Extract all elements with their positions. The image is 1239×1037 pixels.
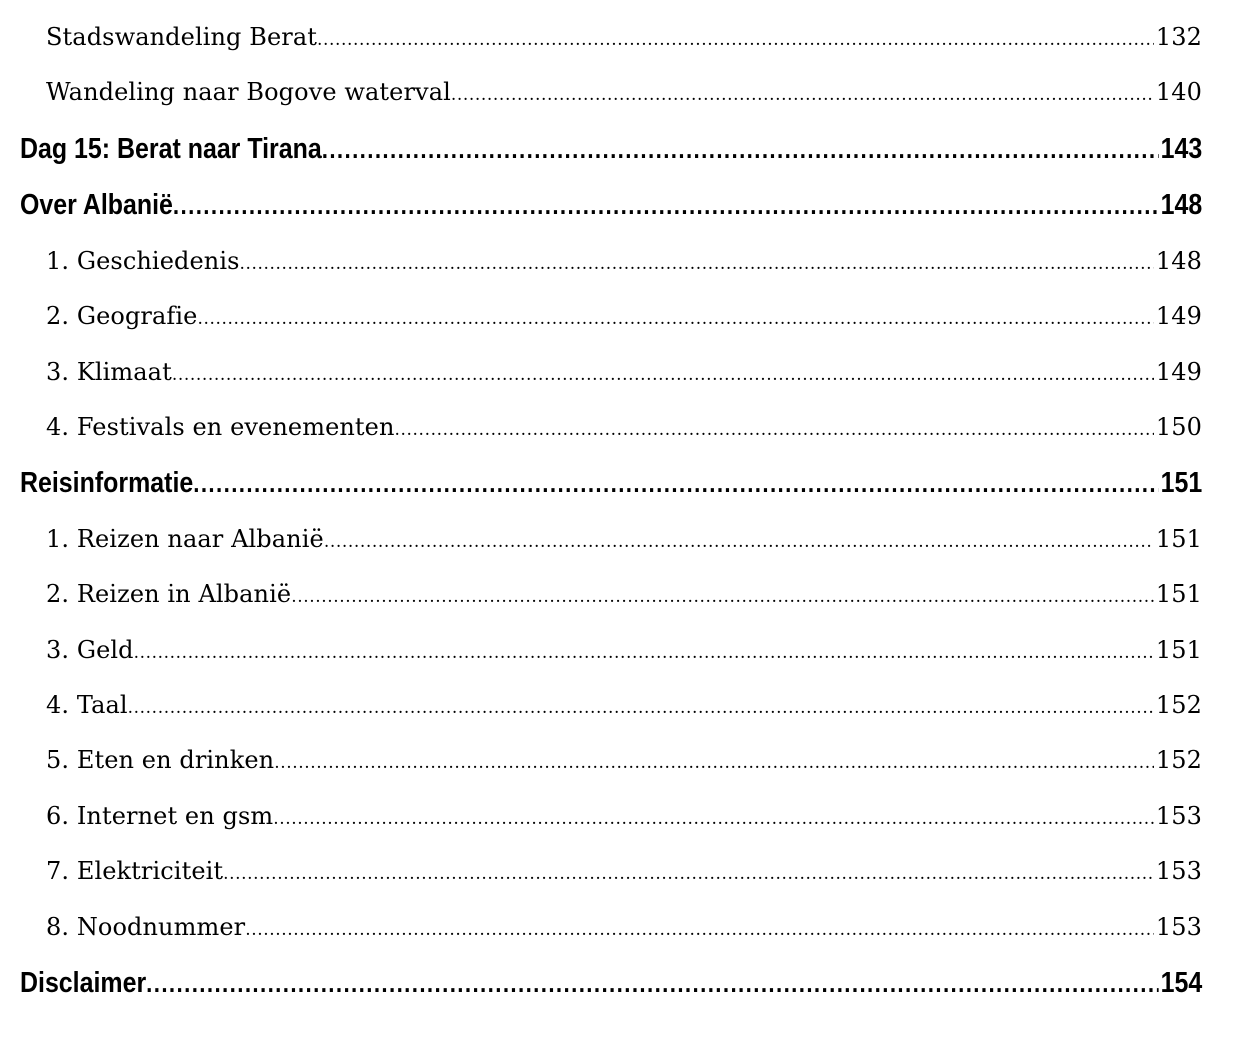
toc-entry-title: 4. Festivals en evenementen <box>46 412 395 441</box>
toc-entry-stadswandeling-berat[interactable] <box>20 10 1202 65</box>
dot-leader <box>245 900 1154 955</box>
dot-leader <box>451 65 1154 120</box>
toc-entry-title: 2. Reizen in Albanië <box>46 580 292 609</box>
toc-chapter-page-number: 154 <box>1160 966 1203 999</box>
toc-entry-klimaat[interactable] <box>20 345 1202 400</box>
dot-leader <box>172 345 1154 400</box>
toc-chapter-dag-15[interactable] <box>20 121 1202 178</box>
toc-entry-eten-en-drinken[interactable] <box>20 733 1202 788</box>
toc-entry-page-number: 149 <box>1155 357 1202 386</box>
toc-entry-page-number: 132 <box>1155 23 1202 51</box>
dot-leader <box>193 455 1159 512</box>
toc-entry-geld[interactable] <box>20 623 1202 678</box>
dot-leader <box>197 289 1153 344</box>
toc-chapter-title: Reisinformatie <box>20 467 194 500</box>
toc-entry-reizen-naar-albanie[interactable] <box>20 512 1202 567</box>
dot-leader <box>128 678 1154 733</box>
toc-entry-title: 1. Reizen naar Albanië <box>46 524 324 553</box>
toc-entry-geografie[interactable] <box>20 289 1202 344</box>
dot-leader <box>322 121 1159 178</box>
dot-leader <box>274 733 1154 788</box>
dot-leader <box>173 177 1159 234</box>
toc-entry-elektriciteit[interactable] <box>20 844 1202 899</box>
toc-entry-title: Stadswandeling Berat <box>46 23 318 51</box>
toc-entry-title: 5. Eten en drinken <box>46 746 275 775</box>
toc-entry-page-number: 150 <box>1155 412 1202 441</box>
toc-entry-taal[interactable] <box>20 678 1202 733</box>
toc-chapter-disclaimer[interactable] <box>20 955 1202 1012</box>
toc-chapter-page-number: 148 <box>1160 189 1203 222</box>
toc-chapter-title: Disclaimer <box>20 966 147 999</box>
dot-leader <box>273 789 1154 844</box>
toc-entry-page-number: 152 <box>1155 746 1202 775</box>
toc-entry-title: 3. Geld <box>46 635 134 664</box>
toc-entry-title: Wandeling naar Bogove waterval <box>46 78 451 107</box>
toc-chapter-title: Dag 15: Berat naar Tirana <box>20 132 322 165</box>
toc-entry-page-number: 153 <box>1155 912 1202 941</box>
dot-leader <box>395 400 1154 455</box>
dot-leader <box>134 623 1154 678</box>
toc-chapter-over-albanie[interactable] <box>20 177 1202 234</box>
toc-entry-internet-en-gsm[interactable] <box>20 789 1202 844</box>
dot-leader <box>291 567 1154 622</box>
toc-entry-title: 6. Internet en gsm <box>46 801 274 830</box>
toc-chapter-page-number: 151 <box>1160 467 1203 500</box>
toc-entry-page-number: 153 <box>1155 857 1202 886</box>
toc-entry-page-number: 151 <box>1155 580 1202 609</box>
toc-entry-page-number: 140 <box>1155 78 1202 107</box>
toc-entry-title: 4. Taal <box>46 691 128 720</box>
toc-entry-geschiedenis[interactable] <box>20 234 1202 289</box>
toc-entry-page-number: 149 <box>1155 302 1202 331</box>
toc-entry-page-number: 151 <box>1155 635 1202 664</box>
toc-entry-title: 1. Geschiedenis <box>46 246 240 275</box>
toc-entry-title: 3. Klimaat <box>46 357 172 386</box>
dot-leader <box>223 844 1154 899</box>
toc-entry-title: 2. Geografie <box>46 302 198 331</box>
dot-leader <box>146 955 1159 1012</box>
toc-entry-title: 8. Noodnummer <box>46 912 246 941</box>
toc-chapter-title: Over Albanië <box>20 189 173 222</box>
toc-entry-page-number: 153 <box>1155 801 1202 830</box>
toc-entry-festivals[interactable] <box>20 400 1202 455</box>
toc-chapter-page-number: 143 <box>1160 132 1203 165</box>
toc-entry-page-number: 152 <box>1155 691 1202 720</box>
toc-entry-wandeling-bogove-waterval[interactable] <box>20 65 1202 120</box>
toc-entry-noodnummer[interactable] <box>20 900 1202 955</box>
dot-leader <box>240 234 1154 289</box>
toc-entry-title: 7. Elektriciteit <box>46 857 224 886</box>
toc-chapter-reisinformatie[interactable] <box>20 455 1202 512</box>
toc-entry-page-number: 151 <box>1155 524 1202 553</box>
table-of-contents <box>20 10 1202 1011</box>
toc-entry-page-number: 148 <box>1155 246 1202 275</box>
dot-leader <box>317 10 1154 65</box>
toc-entry-reizen-in-albanie[interactable] <box>20 567 1202 622</box>
dot-leader <box>324 512 1154 567</box>
